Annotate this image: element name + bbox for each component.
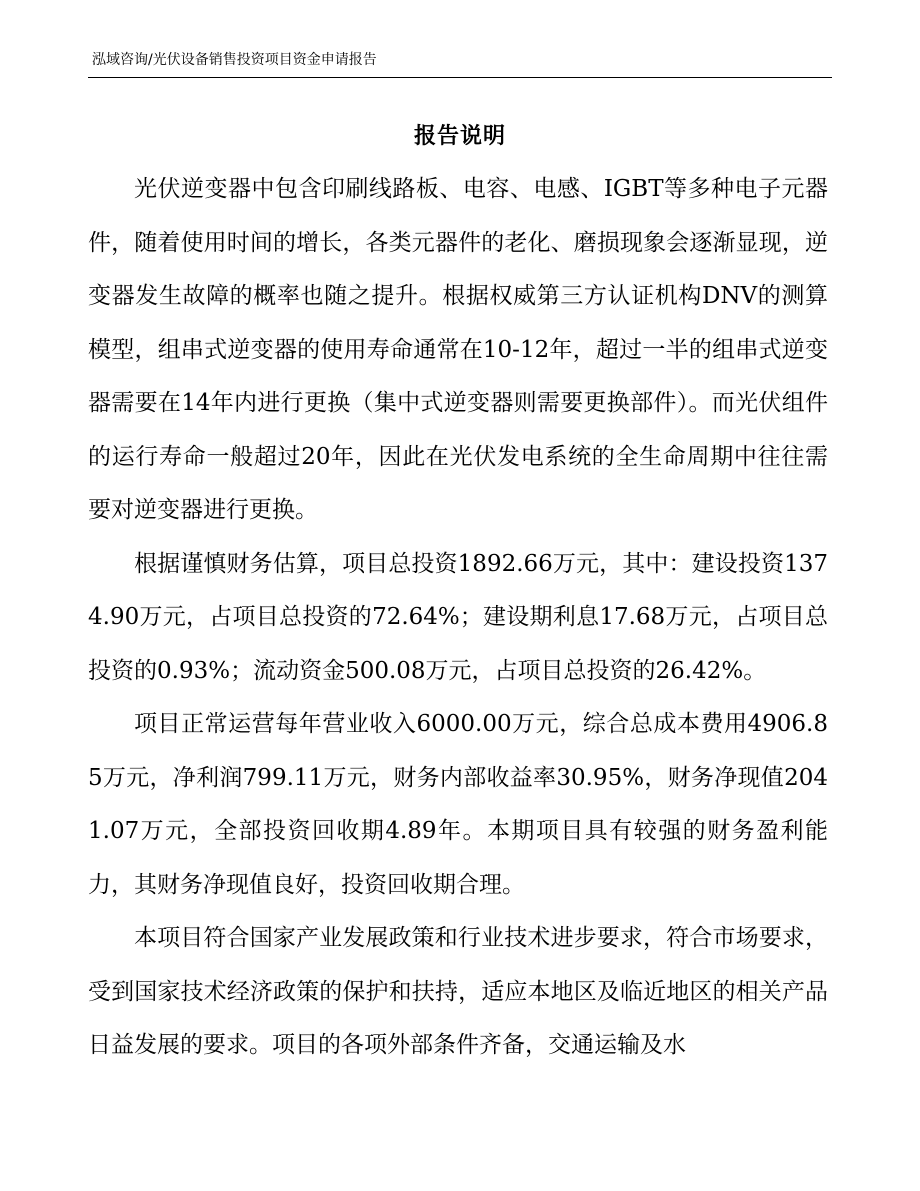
- paragraph-investment-estimate: 根据谨慎财务估算，项目总投资1892.66万元，其中：建设投资1374.90万元，占项目总投资的72.64%；建设期利息17.68万元，占项目总投资的0.93%；流动资金500.08万元，占项目总投资的26.42%。: [88, 550, 828, 684]
- running-header: 泓域咨询/光伏设备销售投资项目资金申请报告: [92, 52, 377, 68]
- paragraph-inverter-background: 光伏逆变器中包含印刷线路板、电容、电感、IGBT等多种电子元器件，随着使用时间的增长，各类元器件的老化、磨损现象会逐渐显现，逆变器发生故障的概率也随之提升。根据权威第三方认证机构DNV的测算模型，组串式逆变器的使用寿命通常在10-12年，超过一半的组串式逆变器需要在14年内进行更换（集中式逆变器则需要更换部件）。而光伏组件的运行寿命一般超过20年，因此在光伏发电系统的全生命周期中往往需要对逆变器进行更换。: [88, 176, 828, 523]
- paragraph-policy-compliance: 本项目符合国家产业发展政策和行业技术进步要求，符合市场要求，受到国家技术经济政策的保护和扶持，适应本地区及临近地区的相关产品日益发展的要求。项目的各项外部条件齐备，交通运输及水: [88, 925, 828, 1058]
- header-divider: [88, 77, 832, 78]
- document-body: [88, 163, 828, 1073]
- paragraph-financial-returns: 项目正常运营每年营业收入6000.00万元，综合总成本费用4906.85万元，净利润799.11万元，财务内部收益率30.95%，财务净现值2041.07万元，全部投资回收期4.89年。本期项目具有较强的财务盈利能力，其财务净现值良好，投资回收期合理。: [88, 711, 828, 898]
- page-title: 报告说明: [413, 123, 506, 149]
